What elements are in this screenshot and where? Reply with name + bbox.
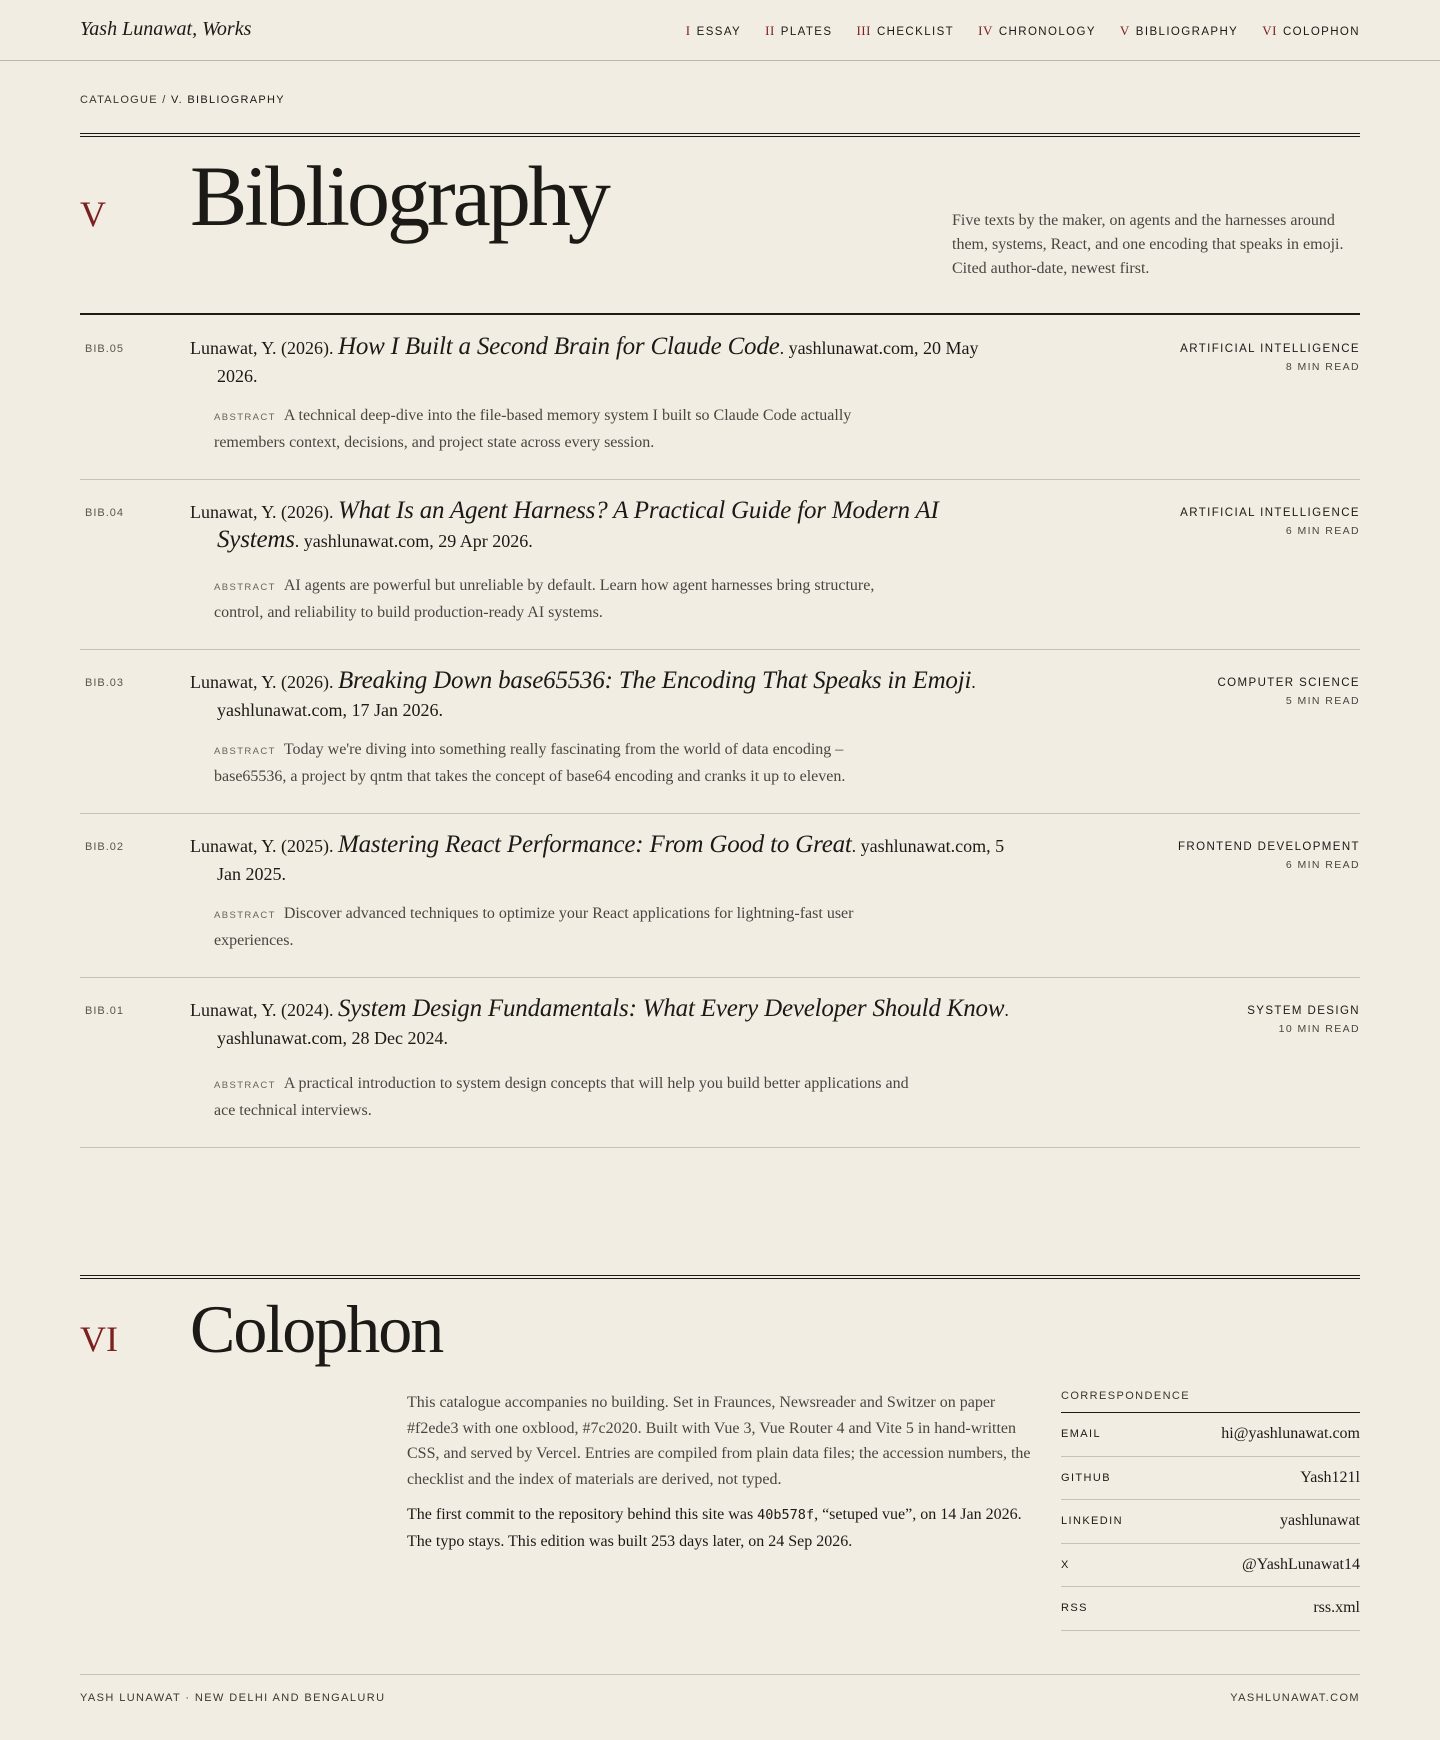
breadcrumb-root-link[interactable]: CATALOGUE (80, 94, 158, 106)
read-time: 10 MIN READ (1278, 1023, 1360, 1035)
abstract-label: ABSTRACT (214, 746, 276, 757)
nav-num: VI (1262, 23, 1277, 38)
site-brand-link[interactable]: Yash Lunawat, Works (80, 18, 252, 40)
nav-num: IV (978, 23, 993, 38)
citation-author: Lunawat, Y. (2024). (190, 1000, 334, 1020)
citation (190, 333, 1010, 390)
bib-entry (80, 649, 1360, 813)
colophon-text (407, 1390, 1032, 1564)
bib-id: BIB.04 (85, 507, 125, 519)
citation-source: . yashlunawat.com, 17 Jan 2026. (217, 672, 976, 720)
abstract (214, 403, 914, 455)
citation-source: . yashlunawat.com, 29 Apr 2026. (294, 531, 533, 551)
bib-entry (80, 977, 1360, 1147)
correspondence-panel (1061, 1390, 1360, 1631)
contact-row-github (1061, 1457, 1360, 1501)
section-number: VI (80, 1319, 118, 1359)
citation-title-link[interactable]: Breaking Down base65536: The Encoding That Speaks in Emoji (337, 667, 972, 694)
entry-meta (1217, 677, 1360, 707)
citation-author: Lunawat, Y. (2026). (190, 672, 334, 692)
abstract-text: AI agents are powerful but unreliable by default. Learn how agent harnesses bring structure, control, and reliability to build production-ready AI systems. (214, 577, 875, 621)
category-tag: COMPUTER SCIENCE (1217, 677, 1360, 689)
contact-row-rss (1061, 1587, 1360, 1631)
section-double-rule (80, 1275, 1360, 1279)
site-header (0, 0, 1440, 61)
nav-num: V (1119, 23, 1130, 38)
citation-source: . yashlunawat.com, 5 Jan 2025. (217, 836, 1005, 884)
nav-label: CHRONOLOGY (998, 26, 1096, 38)
email-link[interactable]: hi@yashlunawat.com (1221, 1425, 1360, 1443)
abstract-text: A technical deep-dive into the file-based memory system I built so Claude Code actually remembers context, decisions, and project state across every session. (214, 407, 852, 451)
footer-site-link[interactable]: YASHLUNAWAT.COM (1230, 1692, 1360, 1704)
abstract-label: ABSTRACT (214, 412, 276, 423)
breadcrumb (80, 94, 1360, 106)
read-time: 8 MIN READ (1285, 361, 1360, 373)
section-number: V (80, 194, 106, 234)
citation-title-link[interactable]: What Is an Agent Harness? A Practical Guide for Modern AI Systems (217, 497, 939, 553)
citation (190, 831, 1010, 888)
github-link[interactable]: Yash121l (1300, 1468, 1360, 1486)
nav-num: III (856, 23, 871, 38)
contact-key: LINKEDIN (1061, 1515, 1123, 1528)
citation-title-link[interactable]: Mastering React Performance: From Good to Great (337, 831, 852, 858)
footer-rule (80, 1674, 1360, 1675)
contact-row-x (1061, 1544, 1360, 1588)
abstract-label: ABSTRACT (214, 1080, 276, 1091)
category-tag: ARTIFICIAL INTELLIGENCE (1180, 343, 1360, 355)
abstract-label: ABSTRACT (214, 582, 276, 593)
category-tag: ARTIFICIAL INTELLIGENCE (1180, 507, 1360, 519)
bib-id: BIB.03 (85, 677, 125, 689)
abstract (214, 901, 914, 953)
contact-key: X (1061, 1558, 1070, 1571)
citation-title-link[interactable]: System Design Fundamentals: What Every Developer Should Know (337, 995, 1005, 1022)
entry-meta (1180, 343, 1360, 373)
main-nav (686, 23, 1360, 39)
citation-author: Lunawat, Y. (2025). (190, 836, 334, 856)
colophon-paragraph: This catalogue accompanies no building. Set in Fraunces, Newsreader and Switzer on paper #f2ede3 with one oxblood, #7c2020. Built with Vue 3, Vue Router 4 and Vite 5 in hand-written CSS, and served by Vercel. Entries are compiled from plain data files; the accession numbers, the checklist and the index of materials are derived, not typed. (407, 1394, 1031, 1488)
read-time: 6 MIN READ (1285, 525, 1360, 537)
contact-row-linkedin (1061, 1500, 1360, 1544)
nav-item-colophon[interactable] (1262, 23, 1360, 39)
nav-label: BIBLIOGRAPHY (1135, 26, 1239, 38)
citation-source: . yashlunawat.com, 28 Dec 2024. (217, 1000, 1009, 1048)
abstract (214, 573, 914, 625)
entry-meta (1180, 507, 1360, 537)
bib-entry (80, 315, 1360, 480)
abstract-text: Today we're diving into something really fascinating from the world of data encoding – base65536, a project by qntm that takes the concept of base64 encoding and cranks it up to eleven. (214, 741, 846, 785)
bib-entry (80, 813, 1360, 977)
abstract-text: Discover advanced techniques to optimize your React applications for lightning-fast user experiences. (214, 905, 854, 949)
citation-author: Lunawat, Y. (2026). (190, 502, 334, 522)
correspondence-heading: CORRESPONDENCE (1061, 1390, 1360, 1413)
nav-item-plates[interactable] (765, 23, 832, 39)
entry-meta (1247, 1005, 1360, 1035)
citation-author: Lunawat, Y. (2026). (190, 338, 334, 358)
nav-item-chronology[interactable] (978, 23, 1096, 39)
contact-key: EMAIL (1061, 1428, 1102, 1441)
contact-row-email (1061, 1413, 1360, 1457)
citation (190, 995, 1010, 1052)
nav-num: I (685, 23, 691, 38)
linkedin-link[interactable]: yashlunawat (1280, 1512, 1360, 1530)
citation-source: . yashlunawat.com, 20 May 2026. (217, 338, 979, 386)
read-time: 5 MIN READ (1285, 695, 1360, 707)
breadcrumb-separator: / (162, 94, 167, 106)
section-double-rule (80, 133, 1360, 137)
bib-entry (80, 479, 1360, 649)
breadcrumb-current: V. BIBLIOGRAPHY (171, 94, 285, 106)
section-intro: Five texts by the maker, on agents and the harnesses around them, systems, React, and one encoding that speaks in emoji. Cited author-date, newest first. (952, 212, 1344, 277)
footer-credit: YASH LUNAWAT · NEW DELHI AND BENGALURU (80, 1692, 386, 1704)
nav-item-checklist[interactable] (856, 23, 954, 39)
citation (190, 667, 1010, 724)
nav-item-essay[interactable] (686, 23, 741, 39)
abstract-text: A practical introduction to system design concepts that will help you build better applications and ace technical interviews. (214, 1075, 909, 1119)
read-time: 6 MIN READ (1285, 859, 1360, 871)
bib-id: BIB.01 (85, 1005, 125, 1017)
entry-meta (1178, 841, 1360, 871)
x-link[interactable]: @YashLunawat14 (1242, 1555, 1360, 1573)
bib-id: BIB.05 (85, 343, 125, 355)
abstract-label: ABSTRACT (214, 910, 276, 921)
category-tag: FRONTEND DEVELOPMENT (1178, 841, 1360, 853)
colophon-paragraph (407, 1502, 1032, 1554)
contact-key: RSS (1061, 1602, 1088, 1615)
nav-label: PLATES (780, 26, 833, 38)
abstract (214, 737, 914, 789)
nav-label: COLOPHON (1282, 26, 1360, 38)
citation-title-link[interactable]: How I Built a Second Brain for Claude Code (337, 333, 780, 360)
page-title: Bibliography (190, 148, 608, 244)
nav-label: ESSAY (696, 26, 742, 38)
category-tag: SYSTEM DESIGN (1247, 1005, 1360, 1017)
contact-key: GITHUB (1061, 1471, 1111, 1484)
commit-text: The first commit to the repository behind this site was (407, 1506, 758, 1523)
rss-link[interactable]: rss.xml (1313, 1599, 1360, 1617)
citation (190, 497, 1010, 555)
bib-id: BIB.02 (85, 841, 125, 853)
nav-item-bibliography[interactable] (1120, 23, 1238, 39)
section-title: Colophon (190, 1291, 443, 1367)
commit-text: , “setuped vue”, on 14 Jan 2026. The typo stays. This edition was built 253 days later, on 24 Sep 2026. (407, 1506, 1022, 1550)
nav-num: II (765, 23, 775, 38)
commit-hash: 40b578f (757, 1507, 815, 1523)
entry-divider (80, 1147, 1360, 1148)
nav-label: CHECKLIST (876, 26, 955, 38)
abstract (214, 1071, 914, 1123)
